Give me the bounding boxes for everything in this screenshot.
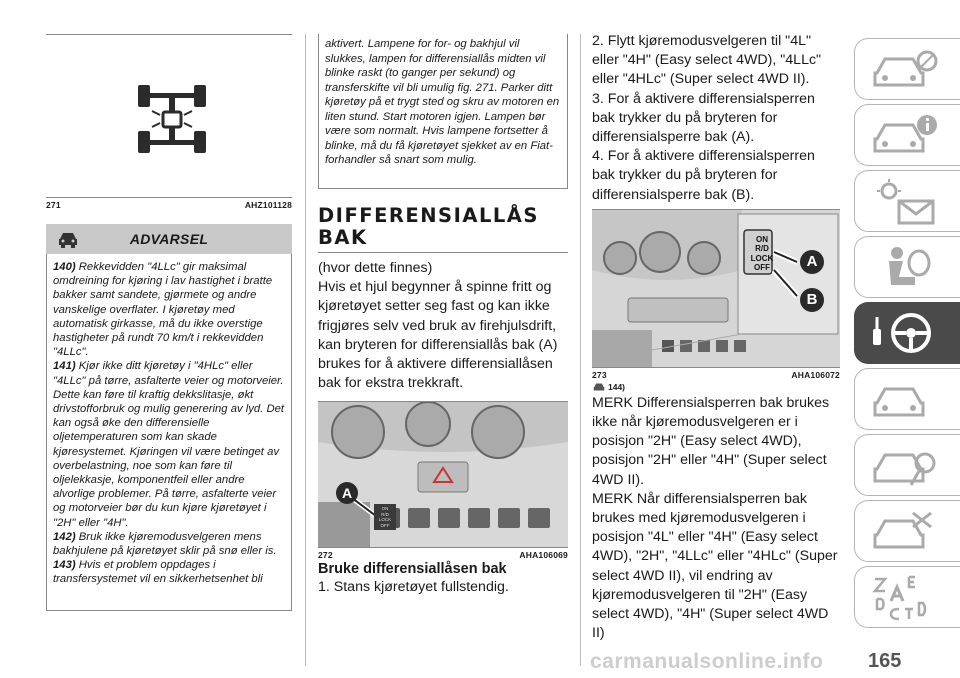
figure-273-caption [592, 368, 840, 380]
car-maintenance-icon [869, 441, 939, 491]
figure-code: AHA106072 [791, 369, 840, 380]
key-steering-wheel-icon [869, 309, 939, 359]
label-b-circle: B [800, 288, 824, 312]
dashboard-car-icon [869, 45, 939, 95]
merk-note: MERK Differensialsperren bak brukes ikke når kjøremodusvelgeren er i posisjon "2H" (Easy select 4WD), posisjon "2H" eller "4H" (Super select 4WD II). [592, 394, 830, 488]
tab-starting-driving[interactable] [854, 302, 960, 364]
right-column [592, 32, 840, 643]
rear-diff-switch: ON R/D LOCK OFF [374, 504, 396, 530]
warning-note: 141) Kjør ikke ditt kjøretøy i "4HLc" eller "4LLc" på tørre, asfalterte veier og motorveier. Dette kan føre til kraftig dekkslitasje, økt drivstofforbruk og mulig generering av lyd. Det kan også øke den differensielle oljetemperaturen som kan skade kjøresystemet. Kjøringen vil være betinget av overbelastning, noe som kan føre til oljelekkasje, komponentfeil eller andre alvorlige problemer. På tørre, asfalterte veier og motorveier bør du kun kjøre kjøretøyet i "2H" eller "4H". [53, 360, 285, 529]
airbag-seat-icon [869, 243, 939, 293]
tab-dashboard[interactable] [854, 38, 960, 100]
tab-car-info[interactable] [854, 104, 960, 166]
left-column [46, 34, 292, 611]
usage-step: 1. Stans kjøretøyet fullstendig. [318, 579, 509, 596]
availability-note: (hvor dette finnes) [318, 260, 433, 276]
warning-note: 143) Hvis et problem oppdages i transfersystemet vil en sikkerhetsenhet bli [53, 559, 263, 586]
page-number: 165 [868, 650, 902, 672]
merk-note: MERK Når differensialsperren bak brukes med kjøremodusvelgeren i posisjon "4L" eller "4H" (Easy select 4WD), "2H", "4LLc" eller "4HLc" (Super select 4WD II), vil endring av kjøremodusvelgeren til "2H" (Easy select 4WD), "4H" (Super select 4WD II) [592, 490, 838, 642]
figure-code: AHZ101128 [244, 200, 292, 210]
tab-maintenance[interactable] [854, 434, 960, 496]
warning-body [46, 254, 292, 611]
warning-title: ADVARSEL [129, 231, 209, 247]
car-info-icon [869, 111, 939, 161]
tab-warning-lights[interactable] [854, 170, 960, 232]
usage-step: 3. For å aktivere differensialsperren bak trykker du på bryteren for differensialsperre bak (A). [592, 90, 815, 146]
usage-step: 2. Flytt kjøremodusvelgeren til "4L" eller "4H" (Easy select 4WD), "4LLc" eller "4HLc" (Super select 4WD II). [592, 33, 822, 88]
tab-index[interactable] [854, 566, 960, 628]
car-emergency-icon [869, 375, 939, 425]
warning-lights-mail-icon [869, 177, 939, 227]
figure-number: 271 [46, 200, 61, 210]
usage-step: 4. For å aktivere differensialsperren bak trykker du på bryteren for differensialsperre bak (B). [592, 148, 815, 203]
figure-272-caption [318, 548, 568, 560]
figure-273-photo [592, 210, 840, 367]
figure-number: 272 [318, 550, 333, 561]
section-heading: DIFFERENSIALLÅS BAK [318, 205, 568, 253]
car-warning-icon [592, 381, 606, 393]
label-a-circle: A [336, 482, 358, 504]
figure-number: 273 [592, 369, 607, 380]
car-warning-icon [56, 229, 80, 249]
warning-note: 140) Rekkevidden "4LLc" gir maksimal omdreining for kjøring i lav hastighet i bratte bakker samt sandete, gjørmete og andre vanskelige overflater. I kjøretøy med automatisk girkasse, må du ikke overstige hastigheter på rundt 70 km/t i rekkevidden "4LLc". [53, 261, 273, 359]
figure-271 [46, 35, 292, 197]
warning-continued: aktivert. Lampene for for- og bakhjul vil slukkes, lampen for differensiallås midten vil blinke raskt (to ganger per sekund) og transferskifte vil bli umulig fig. 271. Parker ditt kjøretøy på et trygt sted og skru av motoren en liten stund. Start motoren igjen. Lampen bør være som normalt. Hvis lampene fortsetter å blinke, må du få kjøretøyet sjekket av en Fiat-forhandler så snart som mulig. [318, 34, 568, 189]
figure-272-photo [318, 402, 568, 547]
section-paragraph: Hvis et hjul begynner å spinne fritt og kjøretøyet setter seg fast og kan ikke frigjøres selv ved bruk av firehjulsdrift, kan bryteren for differensiallås bak (A) brukes for å aktivere differensiallåsen bak for ekstra trekkraft. [318, 279, 558, 392]
label-a-circle: A [800, 250, 824, 274]
tab-emergency[interactable] [854, 368, 960, 430]
alphabetical-index-icon [869, 573, 939, 623]
middle-column [318, 34, 568, 598]
figure-code: AHA106069 [519, 550, 568, 561]
column-divider [305, 34, 306, 666]
watermark: carmanualsonline.info [590, 650, 824, 673]
figure-271-caption [46, 198, 292, 210]
transfer-lamp-icon [132, 81, 212, 159]
technical-data-icon [869, 507, 939, 557]
column-divider [580, 34, 581, 666]
note-reference: 144) [592, 380, 840, 394]
tab-technical-data[interactable] [854, 500, 960, 562]
rear-diff-switch-detail: ON R/D LOCK OFF [750, 234, 774, 273]
tab-safety[interactable] [854, 236, 960, 298]
warning-header [46, 224, 292, 254]
usage-title: Bruke differensiallåsen bak [318, 561, 507, 578]
warning-note: 142) Bruk ikke kjøremodusvelgeren mens bakhjulene på kjøretøyet sklir på snø eller is. [53, 530, 277, 558]
